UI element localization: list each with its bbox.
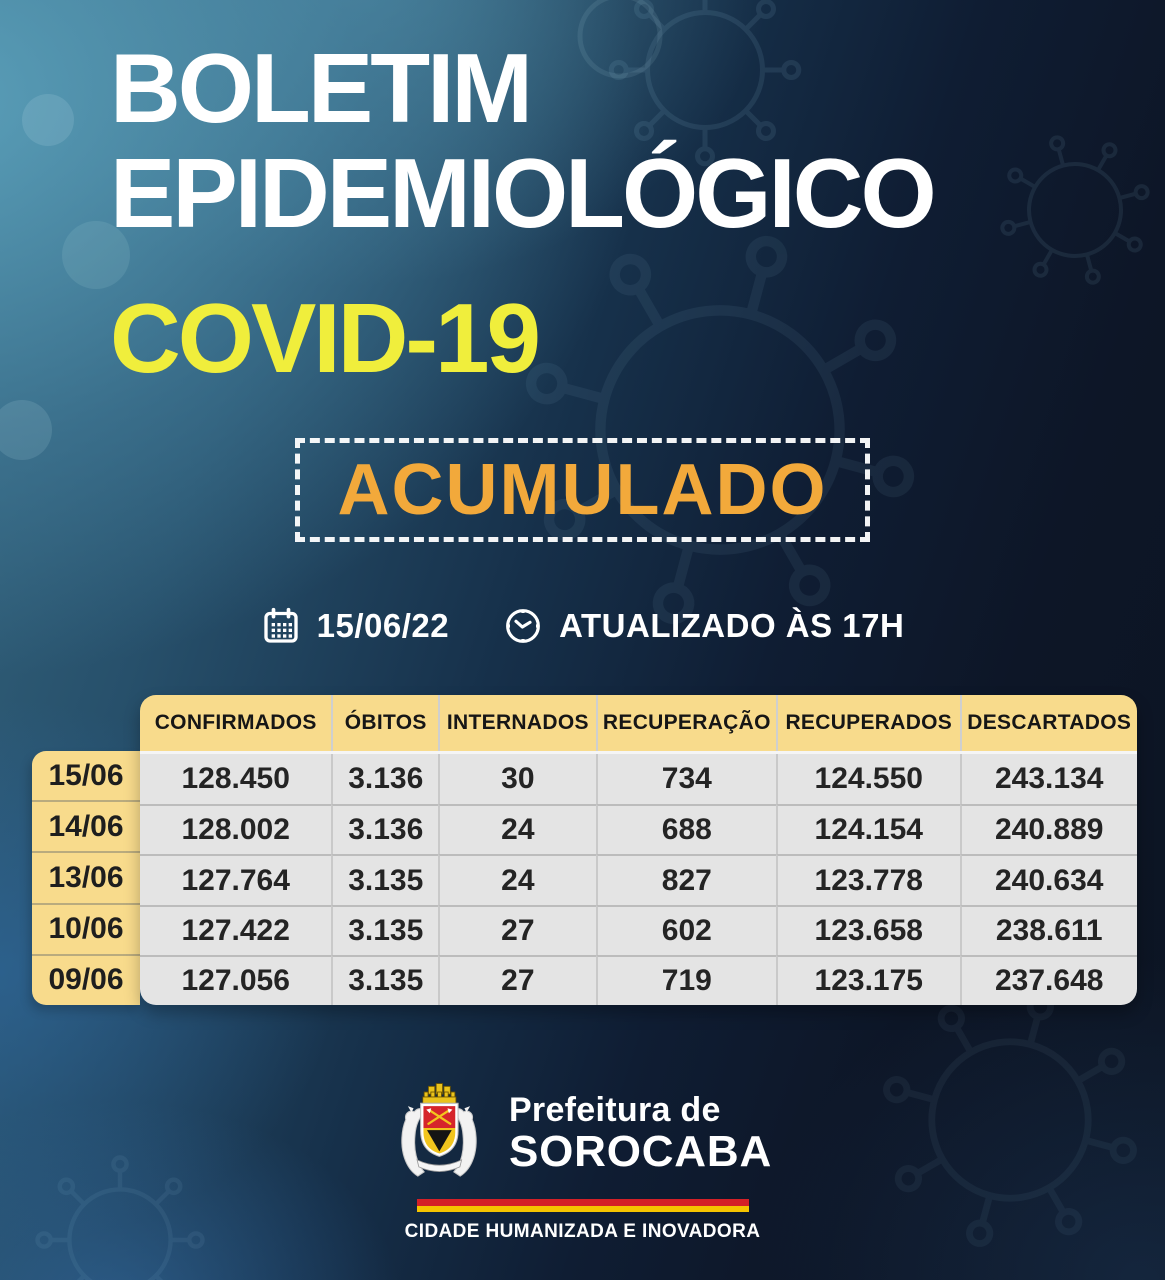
value-cell: 237.648 [960, 955, 1137, 1005]
date-cell: 14/06 [32, 800, 140, 851]
date-cell: 15/06 [48, 758, 124, 792]
page-title [110, 33, 934, 393]
value-cell: 240.889 [960, 804, 1137, 854]
value-cell: 128.002 [140, 804, 331, 854]
value-cell: 688 [596, 804, 776, 854]
date-column [32, 751, 140, 1005]
org-row [393, 1080, 772, 1186]
table-header-row [140, 695, 1137, 751]
value-cell: 124.550 [776, 754, 959, 804]
date-cell: 13/06 [32, 851, 140, 902]
value-cell: 123.658 [776, 905, 959, 955]
bulletin-date: 15/06/22 [316, 607, 450, 644]
acumulado-badge [295, 438, 870, 542]
city-tagline: CIDADE HUMANIZADA E INOVADORA [404, 1221, 761, 1242]
title-line-2: EPIDEMIOLÓGICO [110, 138, 934, 248]
value-cell: 734 [596, 754, 776, 804]
footer [0, 1080, 1165, 1243]
value-cell: 30 [438, 754, 596, 804]
value-cell: 719 [596, 955, 776, 1005]
table-main-panel [140, 695, 1137, 1005]
sorocaba-crest-logo [393, 1080, 485, 1186]
acumulado-label: ACUMULADO [337, 450, 828, 530]
clock-icon [503, 606, 543, 646]
value-cell: 124.154 [776, 804, 959, 854]
value-cell: 3.135 [331, 905, 438, 955]
table-row [140, 905, 1137, 955]
value-cell: 24 [438, 804, 596, 854]
dateline [0, 606, 1165, 646]
header-cell-descartados: DESCARTADOS [960, 695, 1137, 751]
header-cell-internados: INTERNADOS [438, 695, 596, 751]
value-cell: 240.634 [960, 854, 1137, 904]
flag-stripe-red [417, 1199, 749, 1206]
value-cell: 238.611 [960, 905, 1137, 955]
org-name [508, 1090, 773, 1176]
header-cell-obitos: ÓBITOS [331, 695, 438, 751]
updated-text: ATUALIZADO ÀS 17H [559, 607, 905, 644]
value-cell: 243.134 [960, 754, 1137, 804]
table-row [140, 854, 1137, 904]
title-line-covid: COVID-19 [110, 283, 539, 393]
table-row [140, 754, 1137, 804]
org-name-line2: SOROCABA [508, 1126, 773, 1176]
value-cell: 123.175 [776, 955, 959, 1005]
date-cell: 10/06 [32, 903, 140, 954]
value-cell: 3.135 [331, 854, 438, 904]
title-line-1: BOLETIM [110, 33, 530, 143]
header-cell-recuperados: RECUPERADOS [776, 695, 959, 751]
value-cell: 27 [438, 905, 596, 955]
value-cell: 27 [438, 955, 596, 1005]
value-cell: 3.136 [331, 754, 438, 804]
value-cell: 3.136 [331, 804, 438, 854]
value-cell: 602 [596, 905, 776, 955]
data-table [32, 695, 1137, 1005]
value-cell: 24 [438, 854, 596, 904]
header-cell-confirmados: CONFIRMADOS [154, 711, 317, 734]
value-cell: 123.778 [776, 854, 959, 904]
updated-group [503, 606, 904, 646]
value-cell: 127.056 [140, 955, 331, 1005]
header-cell-recuperacao: RECUPERAÇÃO [596, 695, 776, 751]
date-cell: 09/06 [32, 954, 140, 1005]
value-cell: 128.450 [181, 762, 290, 796]
table-row [140, 804, 1137, 854]
flag-stripe [417, 1199, 749, 1212]
flag-stripe-yellow [417, 1206, 749, 1212]
value-cell: 127.764 [140, 854, 331, 904]
value-cell: 827 [596, 854, 776, 904]
date-group [261, 606, 449, 646]
value-cell: 127.422 [140, 905, 331, 955]
calendar-icon [261, 606, 301, 646]
table-body [140, 751, 1137, 1005]
org-name-line1: Prefeitura de [508, 1090, 721, 1129]
value-cell: 3.135 [331, 955, 438, 1005]
table-row [140, 955, 1137, 1005]
